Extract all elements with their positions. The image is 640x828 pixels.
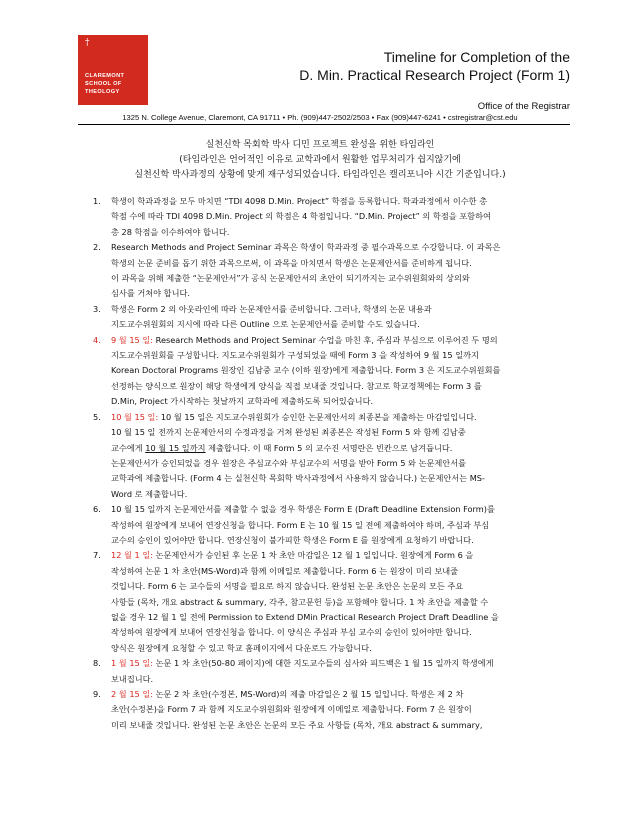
intro-block [0,138,640,183]
item-text-line: 12 월 1 일: 논문제안서가 승인된 후 논문 1 차 초안 마감일은 12 월 1 일입니다. 원장에게 Form 6 을 [111,550,474,561]
cross-icon: † [85,38,90,48]
item-text-line: 학생이 학과과정을 모두 마치면 “TDI 4098 D.Min. Project” 학점을 등록합니다. 학과과정에서 이수한 총 [111,196,488,206]
item-text-line: 보내집니다. [111,673,154,684]
timeline-item [93,656,573,687]
intro-line: 실천신학 박사과정의 상황에 맞게 재구성되었습니다. 타임라인은 캘리포니아 시간 기준입니다.) [134,170,506,180]
item-text-line: 것입니다. Form 6 는 교수들의 서명을 필요로 하지 않습니다. 완성된 논문 초안은 논문의 모든 주요 [111,581,464,592]
title-line-1: Timeline for Completion of the [383,49,570,65]
item-text-line: 논문제안서가 승인되었을 경우 원장은 주심교수와 부심교수의 서명을 받아 Form 5 와 논문제안서를 [111,457,467,468]
item-number: 3. [93,303,101,314]
item-number: 2. [93,242,101,253]
deadline-date: 12 월 1 일: [111,550,154,561]
item-text-line: 작성하여 원장에게 보내어 연장신청을 합니다. Form E 는 10 월 15 일 전에 제출하여야 하며, 주심과 부심 [111,519,490,530]
document-title [299,48,570,84]
item-text-line: 심사를 거쳐야 합니다. [111,288,190,299]
deadline-date: 2 월 15 일: [111,689,154,699]
item-text-line: 2 월 15 일: 논문 2 차 초안(수정본, MS-Word)의 제출 마감일은 2 월 15 일입니다. 학생은 제 2 차 [111,689,464,699]
item-text-line: D.Min, Project 가시작하는 첫날까지 교학과에 제출하도록 되어있습니다. [111,396,374,407]
title-line-2: D. Min. Practical Research Project (Form 1) [299,67,570,83]
deadline-date: 1 월 15 일: [111,658,154,669]
timeline-item [93,548,573,656]
item-text-line: 교학과에 제출합니다. (Form 4 는 실천신학 목회학 박사과정에서 사용하지 않습니다.) 논문제안서는 MS- [111,473,485,484]
deadline-date: 9 월 15 일: [111,334,154,345]
item-text-line: 학생의 논문 준비를 돕기 위한 과목으로써, 이 과목을 마치면서 학생은 논문제안서를 준비하게 됩니다. [111,257,472,268]
item-text-line: 선정하는 양식으로 원장이 해당 학생에게 양식을 직접 보내줄 것입니다. 참고로 학교정책에는 Form 3 를 [111,380,482,391]
timeline-item [93,687,573,733]
item-text-line: Research Methods and Project Seminar 과목은 학생이 학과과정 중 필수과목으로 수강합니다. 이 과목은 [111,242,501,253]
timeline-item [93,502,573,548]
item-number: 7. [93,550,101,561]
timeline-item [93,302,573,333]
item-text-line: 10 월 15 일까지 논문제안서를 제출할 수 없을 경우 학생은 Form E (Draft Deadline Extension Form)를 [111,504,495,515]
item-text-line: Word 로 제출합니다. [111,488,188,499]
logo-text-line: SCHOOL OF [85,81,122,87]
item-text-line: 양식은 원장에게 요청할 수 있고 학교 홈페이지에서 다운로드 가능합니다. [111,642,372,653]
timeline-list [93,194,573,733]
logo-text-line: CLAREMONT [85,73,125,79]
item-number: 9. [93,689,101,699]
item-number: 1. [93,196,101,206]
item-text-line: 미리 보내줄 것입니다. 완성된 논문 초안은 논문의 모든 주요 사항들 (목차, 개요 abstract & summary, [111,719,483,730]
item-number: 5. [93,411,101,422]
item-text-line: 1 월 15 일: 논문 1 차 초안(50-80 페이지)에 대한 지도교수들의 심사와 피드백은 1 월 15 일까지 학생에게 [111,658,494,669]
item-text-line: 작성하여 원장에게 보내어 연장신청을 합니다. 이 양식은 주심과 부심 교수의 승인이 있어야만 합니다. [111,627,472,638]
item-text-line: 교수에게 10 월 15 일까지 제출합니다. 이 때 Form 5 의 교수진 서명란은 빈칸으로 남겨둡니다. [111,442,453,453]
item-text-line: 학생은 Form 2 의 아웃라인에 따라 논문제안서를 준비합니다. 그러나, 학생의 논문 내용과 [111,303,432,314]
item-number: 8. [93,658,101,669]
timeline-item [93,194,573,240]
item-text-line: 작성하여 논문 1 차 초안(MS-Word)과 함께 이메일로 제출합니다. Form 6 는 원장이 미리 보내줄 [111,565,459,576]
item-text-line: 학점 수에 따라 TDI 4098 D.Min. Project 의 학점은 4 학점입니다. “D.Min. Project” 의 학점을 포함하여 [111,211,491,222]
item-text-line: 지도교수위원회를 구성합니다. 지도교수위원회가 구성되었을 때에 Form 3 을 작성하여 9 월 15 일까지 [111,350,479,361]
header-divider [78,124,570,125]
item-text-line: 초안(수정본)을 Form 7 과 함께 지도교수위원회와 원장에게 이메일로 제출합니다. Form 7 은 원장이 [111,704,472,715]
timeline-item [93,240,573,302]
underlined-deadline: 10 월 15 일까지 [145,442,206,453]
item-text-line: Korean Doctoral Programs 원장인 김남중 교수 (이하 원장)에게 제출합니다. Form 3 은 지도교수위원회를 [111,365,501,376]
school-logo [78,35,148,105]
item-number: 6. [93,504,101,515]
item-text-line: 10 월 15 일: 10 월 15 일은 지도교수위원회가 승인한 논문제안서의 최종본을 제출하는 마감일입니다. [111,411,477,422]
deadline-date: 10 월 15 일: [111,411,159,422]
intro-line: (타임라인은 언어적인 이유로 교학과에서 원활한 업무처리가 쉽지않기에 [179,155,461,165]
office-name: Office of the Registrar [477,101,570,112]
item-text-line: 교수의 승인이 있어야만 합니다. 연장신청이 불가피한 학생은 Form E 를 원장에게 요청하기 바랍니다. [111,534,474,545]
item-text-line: 이 과목을 위해 제출한 “논문제안서”가 공식 논문제안서의 초안이 되기까지는 교수위원회와의 상의와 [111,273,470,284]
contact-address: 1325 N. College Avenue, Claremont, CA 91711 • Ph. (909)447-2502/2503 • Fax (909)447-6241 • cstregistrar@cst.edu [122,113,518,122]
timeline-item [93,333,573,410]
item-text-line: 10 월 15 일 전까지 논문제안서의 수정과정을 거쳐 완성된 최종본은 작성된 Form 5 와 함께 김남중 [111,427,466,438]
item-text-line: 총 28 학점을 이수하여야 합니다. [111,226,230,237]
timeline-item [93,410,573,502]
item-text-line: 없을 경우 12 월 1 일 전에 Permission to Extend DMin Practical Research Project Draft Deadline 을 [111,611,499,622]
intro-line: 실천신학 목회학 박사 디민 프로젝트 완성을 위한 타임라인 [205,140,435,150]
item-text-line: 9 월 15 일: Research Methods and Project Seminar 수업을 마친 후, 주심과 부심으로 이루어진 두 명의 [111,334,498,345]
item-text-line: 지도교수위원회의 지시에 따라 다른 Outline 으로 논문제안서를 준비할 수도 있습니다. [111,319,420,330]
item-text-line: 사항들 (목차, 개요 abstract & summary, 각주, 참고문헌 등)을 포함해야 합니다. 1 차 초안을 제출할 수 [111,596,489,607]
logo-text-line: THEOLOGY [85,89,120,95]
item-number: 4. [93,334,101,345]
